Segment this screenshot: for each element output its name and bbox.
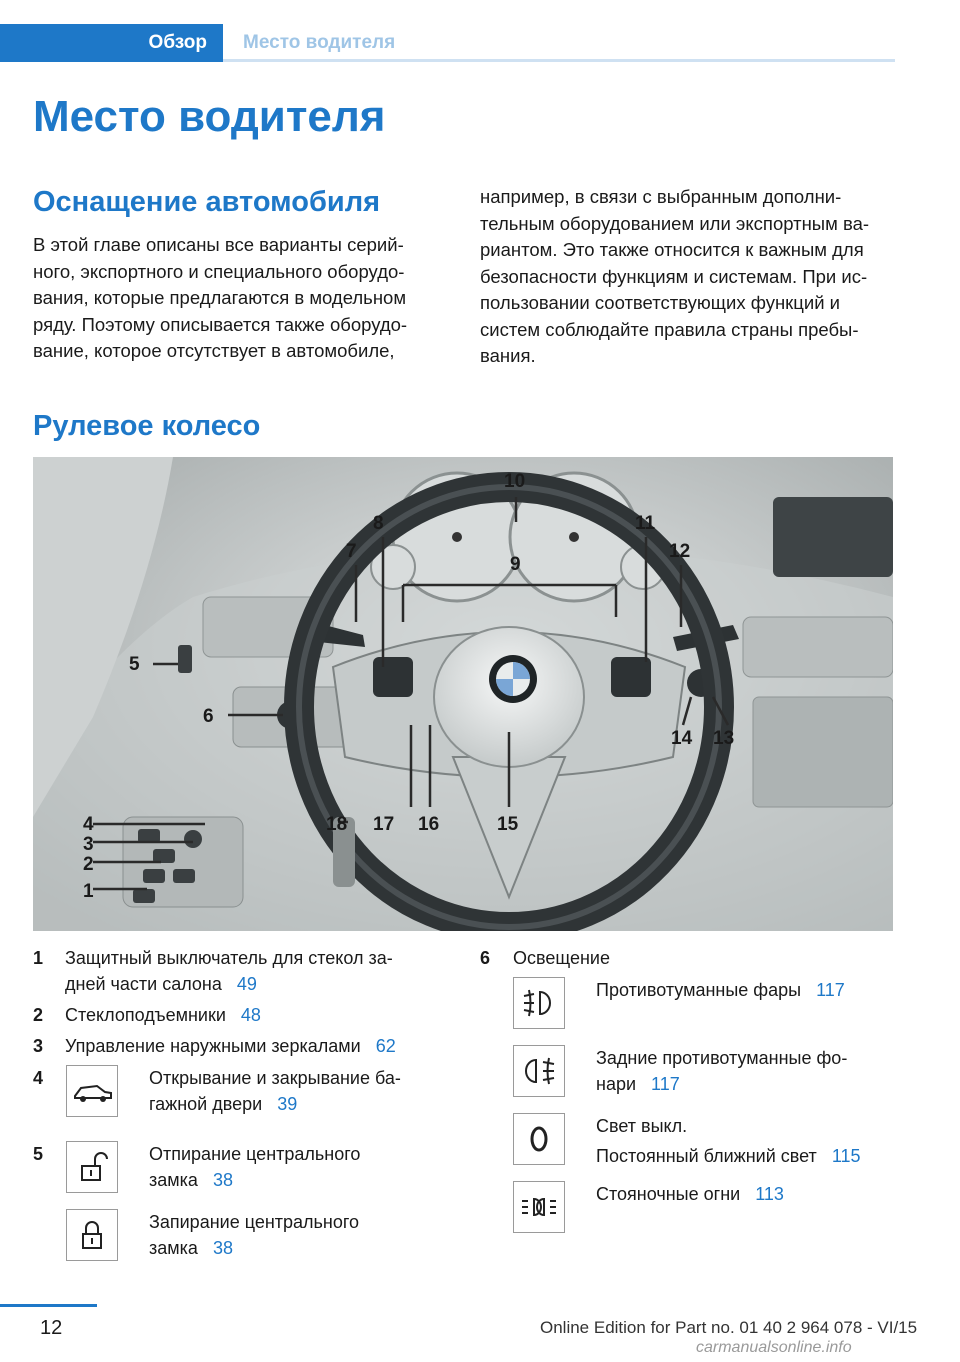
tab-overview[interactable]: Обзор [0, 24, 223, 62]
text-line: ряду. Поэтому описывается также оборудо- [33, 313, 408, 335]
tailgate-icon [66, 1065, 118, 1117]
legend-text: дней части салона [65, 974, 222, 994]
callout-13: 13 [713, 728, 735, 749]
legend-text: замка [149, 1238, 198, 1258]
text-line: пользовании соответствующих функций и [480, 292, 841, 313]
callout-9: 9 [510, 554, 521, 575]
legend-item-1 [65, 945, 393, 997]
legend-item-5b [149, 1209, 359, 1261]
legend-text: Отпирание центрального [149, 1144, 361, 1164]
callout-18: 18 [326, 814, 348, 835]
tab-drivers-seat[interactable]: Место водителя [243, 32, 396, 53]
legend-text: Запирание центрального [149, 1212, 360, 1232]
legend-number: 4 [33, 1068, 44, 1088]
callout-4: 4 [83, 814, 94, 835]
callout-15: 15 [497, 814, 519, 835]
rear-fog-icon [513, 1045, 565, 1097]
page-link-113[interactable]: 113 [755, 1184, 784, 1204]
legend-text: гажной двери [149, 1094, 263, 1114]
legend-right [480, 945, 895, 1245]
legend-number: 1 [33, 948, 44, 968]
page-link-115[interactable]: 115 [831, 1146, 861, 1166]
legend-text: Постоянный ближний свет [596, 1146, 817, 1166]
callout-11: 11 [635, 513, 656, 534]
callout-14: 14 [671, 728, 693, 749]
watermark: carmanualsonline.info [696, 1339, 852, 1356]
intro-paragraph-right [480, 184, 890, 370]
legend-item-2 [65, 1002, 261, 1028]
unlock-icon [66, 1141, 118, 1193]
page-link-49[interactable]: 49 [236, 974, 257, 994]
front-fog-icon [513, 977, 565, 1029]
legend-item-front-fog [596, 977, 845, 1003]
legend-text: нари [596, 1074, 637, 1094]
legend-item-4 [149, 1065, 401, 1117]
legend-item-3 [65, 1033, 396, 1059]
text-line: тельным оборудованием или экспортным ва- [480, 212, 870, 234]
legend-item-parking-lights [596, 1181, 784, 1207]
legend-number: 3 [33, 1036, 44, 1056]
legend-number: 2 [33, 1005, 44, 1025]
callout-7: 7 [346, 541, 357, 562]
callout-6: 6 [203, 706, 214, 727]
text-line: вания. [480, 345, 536, 366]
page-link-117[interactable]: 117 [816, 980, 845, 1000]
lock-icon [66, 1209, 118, 1261]
page-number: 12 [40, 1317, 63, 1339]
callout-12: 12 [669, 541, 691, 562]
page-link-62[interactable]: 62 [375, 1036, 396, 1056]
callout-3: 3 [83, 834, 94, 855]
light-off-icon [513, 1113, 565, 1165]
legend-text: Стояночные огни [596, 1184, 741, 1204]
legend-item-rear-fog [596, 1045, 847, 1097]
legend-text: Открывание и закрывание ба- [149, 1068, 401, 1088]
intro-paragraph-left [33, 232, 443, 365]
callout-10: 10 [504, 471, 526, 492]
callout-8: 8 [373, 513, 384, 534]
legend-text: Защитный выключатель для стекол за- [65, 948, 393, 968]
section-heading-steering-wheel: Рулевое колесо [33, 410, 261, 442]
legend-text: Противотуманные фары [596, 980, 802, 1000]
page-link-38[interactable]: 38 [212, 1238, 233, 1258]
section-heading-equipment: Оснащение автомобиля [33, 186, 381, 218]
callout-2: 2 [83, 854, 94, 875]
text-line: В этой главе описаны все варианты серий- [33, 234, 404, 255]
header-tabs [0, 24, 895, 62]
legend-text: Свет выкл. [596, 1116, 688, 1136]
edition-text: Online Edition for Part no. 01 40 2 964 078 - VI/15 [540, 1318, 918, 1337]
text-line: безопасности функциям и системам. При ис- [480, 265, 868, 287]
legend-text: Задние противотуманные фо- [596, 1048, 848, 1068]
footer-accent-line [0, 1304, 97, 1307]
legend-title-lighting: Освещение [513, 948, 610, 968]
page-title: Место водителя [33, 92, 386, 141]
legend-text: Управление наружными зеркалами [65, 1036, 361, 1056]
legend-text: Стеклоподъемники [65, 1005, 226, 1025]
text-line: ного, экспортного и специального оборудо- [33, 260, 405, 282]
steering-wheel-illustration [33, 457, 893, 931]
legend-item-5 [149, 1141, 360, 1193]
parking-light-icon [513, 1181, 565, 1233]
legend-left [33, 945, 433, 1275]
page-link-48[interactable]: 48 [240, 1005, 261, 1025]
callout-1: 1 [83, 881, 94, 902]
text-line: вания, которые предлагаются в модельном [33, 287, 407, 308]
page-link-39[interactable]: 39 [277, 1094, 298, 1114]
legend-text: замка [149, 1170, 198, 1190]
callout-16: 16 [418, 814, 440, 835]
callout-17: 17 [373, 814, 395, 835]
text-line: например, в связи с выбранным дополни- [480, 186, 842, 207]
legend-number: 5 [33, 1144, 44, 1164]
text-line: вание, которое отсутствует в автомобиле, [33, 340, 395, 361]
text-line: систем соблюдайте правила страны пребы- [480, 318, 859, 340]
legend-item-light-off [596, 1113, 861, 1169]
legend-number: 6 [480, 948, 491, 968]
page-link-38[interactable]: 38 [212, 1170, 233, 1190]
page-link-117[interactable]: 117 [651, 1074, 680, 1094]
tab-underline [223, 59, 895, 62]
callout-5: 5 [129, 654, 140, 675]
text-line: риантом. Это также относится к важным для [480, 239, 864, 260]
